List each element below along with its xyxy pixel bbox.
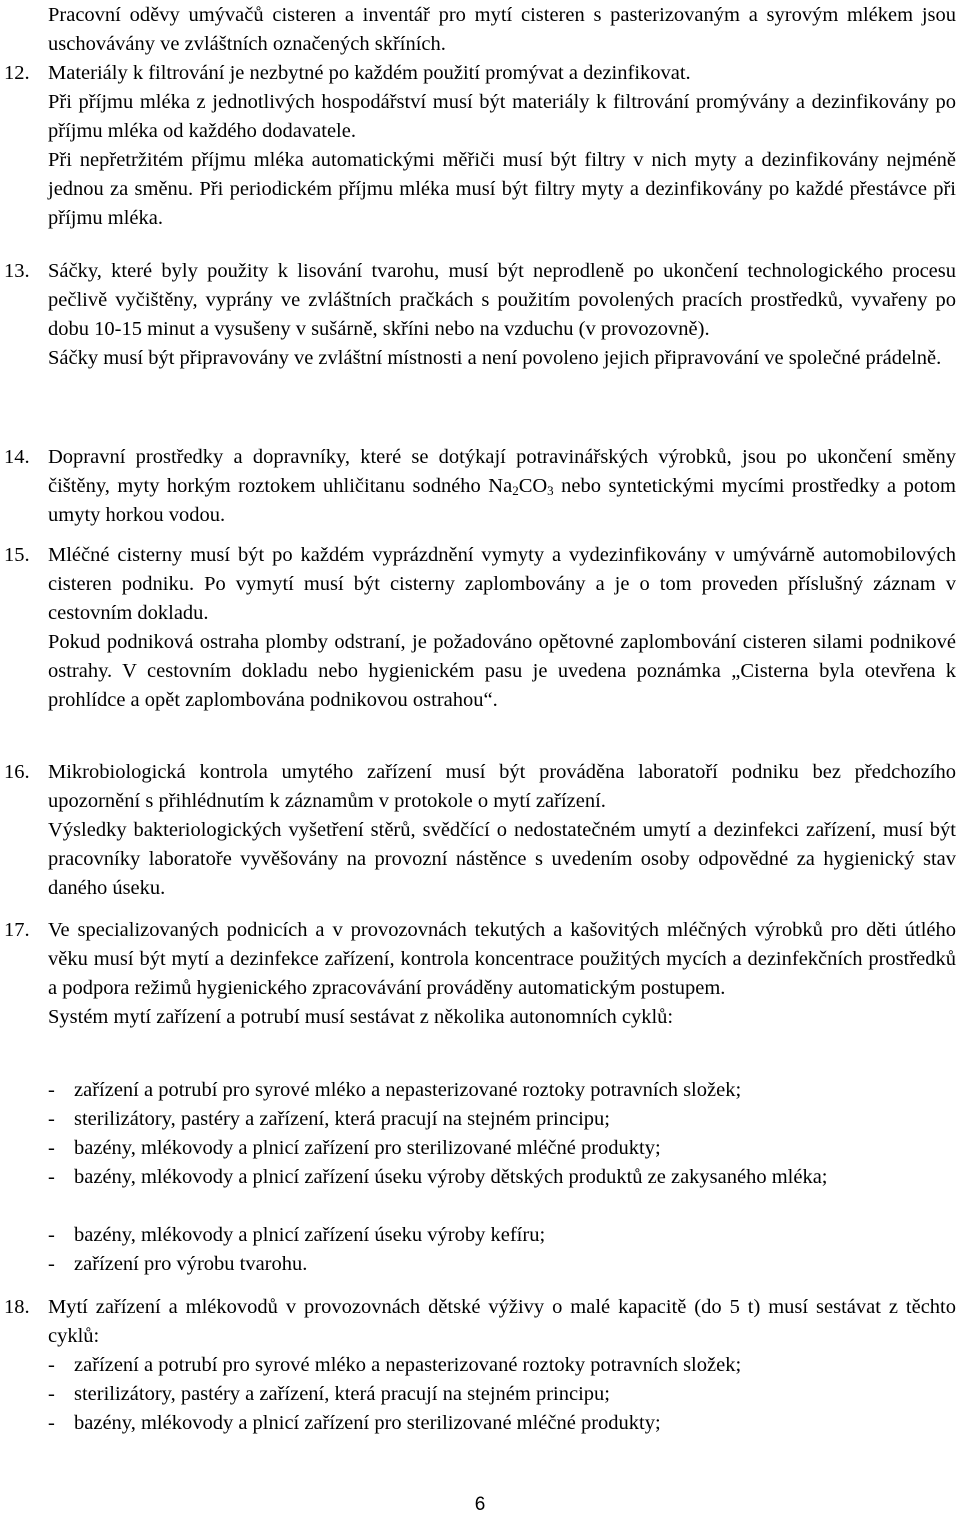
page-number: 6 — [474, 1494, 486, 1515]
list-item: - bazény, mlékovody a plnicí zařízení pro sterilizované mléčné produkty; — [48, 1137, 661, 1159]
section-16 — [4, 758, 956, 903]
section-12 — [4, 59, 956, 233]
section-17 — [4, 916, 956, 1032]
section-number: 18. — [4, 1296, 30, 1318]
section-paragraph: Mléčné cisterny musí být po každém vyprázdnění vymyty a vydezinfikovány v umývárně automobilových cisteren podniku. Po vymytí musí být cisterny zaplombovány a je o tom proveden příslušný záznam v cestovním dokladu. — [48, 544, 956, 624]
section-paragraph: Při příjmu mléka z jednotlivých hospodářství musí být materiály k filtrování promývány a dezinfikovány po příjmu mléka od každého dodavatele. — [48, 91, 956, 142]
section-paragraph: Dopravní prostředky a dopravníky, které se dotýkají potravinářských výrobků, jsou po ukončení směny čištěny, myty horkým roztokem uhličitanu sodného $Na_2CO_3$ nebo syntetickými mycími prostředky a potom umyty horkou vodou. — [48, 446, 956, 526]
section-number: 17. — [4, 919, 30, 941]
section-number: 15. — [4, 544, 30, 566]
section-number: 13. — [4, 260, 30, 282]
section-paragraph: Pokud podniková ostraha plomby odstraní, je požadováno opětovné zaplombování cisteren silami podnikové ostrahy. V cestovním dokladu nebo hygienickém pasu je uvedena poznámka „Cisterna byla otevřena k prohlídce a opět zaplombována podnikovou ostrahou“. — [48, 631, 956, 711]
list-item: - zařízení pro výrobu tvarohu. — [48, 1253, 308, 1275]
section-paragraph: Při nepřetržitém příjmu mléka automatickými měřiči musí být filtry v nich myty a dezinfikovány nejméně jednou za směnu. Při periodickém příjmu mléka musí být filtry myty a dezinfikovány po každé přestávce při příjmu mléka. — [48, 149, 956, 229]
section-paragraph: Výsledky bakteriologických vyšetření stěrů, svědčící o nedostatečném umytí a dezinfekci zařízení, musí být pracovníky laboratoře vyvěšovány na provozní nástěnce s uvedením osoby odpovědné za hygienický stav daného úseku. — [48, 819, 956, 899]
list-item: - bazény, mlékovody a plnicí zařízení úseku výroby dětských produktů ze zakysaného mléka; — [48, 1166, 828, 1188]
section-number: 16. — [4, 761, 30, 783]
list-item: - zařízení a potrubí pro syrové mléko a nepasterizované roztoky potravních složek; — [48, 1079, 742, 1101]
list-item: - sterilizátory, pastéry a zařízení, která pracují na stejném principu; — [48, 1108, 610, 1130]
section-paragraph: Materiály k filtrování je nezbytné po každém použití promývat a dezinfikovat. — [48, 62, 691, 84]
section-paragraph: Systém mytí zařízení a potrubí musí sestávat z několika autonomních cyklů: — [48, 1006, 674, 1028]
section-paragraph: Ve specializovaných podnicích a v provozovnách tekutých a kašovitých mléčných výrobků pro děti útlého věku musí být mytí a dezinfekce zařízení, kontrola koncentrace použitých mycích a dezinfekčních prostředků a podpora režimů hygienického zpracovávání prováděny automatickým postupem. — [48, 919, 956, 999]
section-13 — [4, 257, 956, 373]
section-number: 12. — [4, 62, 30, 84]
section-14 — [4, 443, 956, 530]
list-item: - bazény, mlékovody a plnicí zařízení úseku výroby kefíru; — [48, 1224, 546, 1246]
section-number: 14. — [4, 446, 30, 468]
list-item: - zařízení a potrubí pro syrové mléko a nepasterizované roztoky potravních složek; — [48, 1354, 742, 1376]
section-18 — [4, 1293, 956, 1351]
section-paragraph: Mytí zařízení a mlékovodů v provozovnách dětské výživy o malé kapacitě (do 5 t) musí sestávat z těchto cyklů: — [48, 1296, 956, 1347]
list-item: - bazény, mlékovody a plnicí zařízení pro sterilizované mléčné produkty; — [48, 1412, 661, 1434]
section-paragraph: Sáčky musí být připravovány ve zvláštní místnosti a není povoleno jejich připravování ve společné prádelně. — [48, 347, 942, 369]
section-paragraph: Mikrobiologická kontrola umytého zařízení musí být prováděna laboratoří podniku bez předchozího upozornění s přihlédnutím k záznamům v protokole o mytí zařízení. — [48, 761, 956, 812]
section-paragraph: Sáčky, které byly použity k lisování tvarohu, musí být neprodleně po ukončení technologického procesu pečlivě vyčištěny, vyprány ve zvláštních pračkách s použitím povolených pracích prostředků, vyvařeny po dobu 10-15 minut a vysušeny v sušárně, skříni nebo na vzduchu (v provozovně). — [48, 260, 956, 340]
continuation-paragraph: Pracovní oděvy umývačů cisteren a inventář pro mytí cisteren s pasterizovaným a syrovým mlékem jsou uschovávány ve zvláštních označených skříních. — [48, 4, 956, 55]
list-item: - sterilizátory, pastéry a zařízení, která pracují na stejném principu; — [48, 1383, 610, 1405]
section-15 — [4, 541, 956, 715]
